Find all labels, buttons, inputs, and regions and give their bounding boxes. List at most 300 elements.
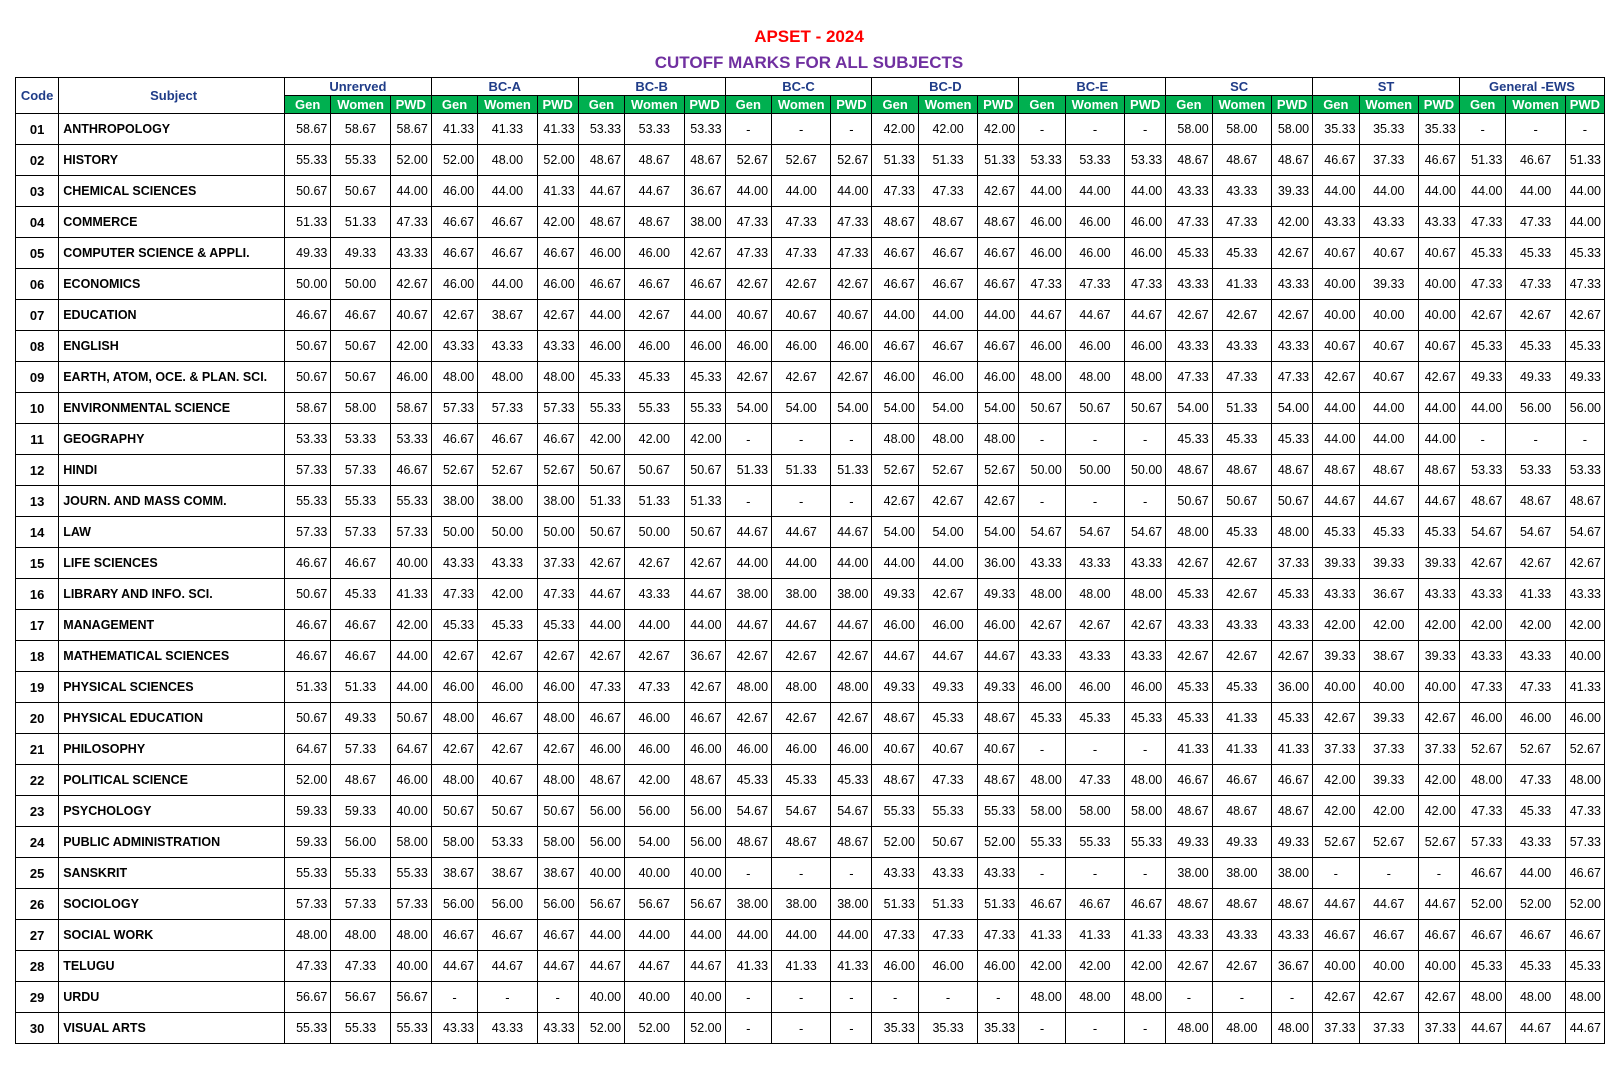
cutoff-cell: 37.33 [1359,734,1418,765]
cutoff-cell: 45.33 [1565,238,1604,269]
table-row [16,269,1605,300]
cutoff-cell: 42.67 [1418,703,1459,734]
code-header: Code [16,78,59,114]
cutoff-cell: 58.67 [390,114,431,145]
cutoff-cell: 43.33 [1166,176,1212,207]
cutoff-cell: 51.33 [331,672,390,703]
subject-name: LIBRARY AND INFO. SCI. [59,579,285,610]
cutoff-cell: 51.33 [978,145,1019,176]
cutoff-cell: 53.33 [684,114,725,145]
cutoff-cell: 49.33 [331,238,390,269]
cutoff-cell: 45.33 [578,362,624,393]
subject-code: 06 [16,269,59,300]
subcolumn-header: PWD [684,96,725,114]
cutoff-cell: 48.67 [625,207,684,238]
cutoff-cell: 46.00 [978,951,1019,982]
cutoff-cell: 42.67 [1313,703,1359,734]
cutoff-cell: 46.67 [537,424,578,455]
cutoff-cell: 54.67 [1065,517,1124,548]
cutoff-cell: 57.33 [431,393,477,424]
cutoff-cell: 42.67 [831,703,872,734]
cutoff-cell: 44.00 [1019,176,1065,207]
cutoff-cell: 42.67 [1065,610,1124,641]
cutoff-cell: 40.67 [478,765,537,796]
cutoff-cell: 42.00 [1359,796,1418,827]
cutoff-cell: 50.67 [537,796,578,827]
cutoff-cell: 50.67 [578,517,624,548]
cutoff-cell: 42.67 [431,641,477,672]
cutoff-cell: 55.33 [331,1013,390,1044]
cutoff-cell: 53.33 [1125,145,1166,176]
cutoff-cell: 46.00 [1019,238,1065,269]
subcolumn-header: PWD [1565,96,1604,114]
cutoff-cell: - [725,424,771,455]
cutoff-cell: 47.33 [1459,269,1505,300]
cutoff-cell: 57.33 [284,889,330,920]
subcolumn-header: Women [331,96,390,114]
cutoff-cell: 44.00 [725,176,771,207]
cutoff-cell: 44.67 [772,610,831,641]
cutoff-cell: 44.67 [684,579,725,610]
cutoff-cell: 45.33 [1459,951,1505,982]
cutoff-cell: 44.67 [978,641,1019,672]
subject-name: POLITICAL SCIENCE [59,765,285,796]
cutoff-cell: 48.67 [872,765,918,796]
cutoff-cell: 44.67 [625,176,684,207]
table-row [16,424,1605,455]
subject-code: 01 [16,114,59,145]
subcolumn-header: Women [1359,96,1418,114]
cutoff-cell: 50.67 [331,362,390,393]
cutoff-cell: - [772,424,831,455]
cutoff-cell: 46.67 [331,641,390,672]
cutoff-cell: 44.00 [625,920,684,951]
cutoff-cell: 48.67 [1418,455,1459,486]
cutoff-cell: 47.33 [1166,362,1212,393]
cutoff-cell: 42.67 [625,300,684,331]
cutoff-cell: 46.00 [431,672,477,703]
cutoff-cell: 47.33 [625,672,684,703]
cutoff-cell: 48.00 [1459,765,1505,796]
cutoff-cell: 44.00 [684,920,725,951]
cutoff-cell: 47.33 [831,238,872,269]
cutoff-cell: 42.00 [1125,951,1166,982]
subcolumn-header: Gen [725,96,771,114]
cutoff-cell: - [478,982,537,1013]
cutoff-cell: 35.33 [978,1013,1019,1044]
cutoff-cell: 42.67 [390,269,431,300]
cutoff-cell: 42.00 [390,331,431,362]
cutoff-cell: 48.67 [684,145,725,176]
cutoff-cell: 43.33 [1166,920,1212,951]
cutoff-cell: 46.67 [1418,920,1459,951]
cutoff-cell: 41.33 [1506,579,1565,610]
cutoff-cell: 56.67 [390,982,431,1013]
cutoff-cell: 46.00 [872,610,918,641]
cutoff-cell: 48.67 [725,827,771,858]
cutoff-cell: 40.00 [625,858,684,889]
cutoff-cell: 40.67 [1359,362,1418,393]
cutoff-cell: 49.33 [978,579,1019,610]
cutoff-cell: 52.67 [1565,734,1604,765]
cutoff-cell: 43.33 [1166,331,1212,362]
page-subtitle: CUTOFF MARKS FOR ALL SUBJECTS [654,53,964,72]
cutoff-cell: - [831,424,872,455]
cutoff-cell: 50.67 [1166,486,1212,517]
cutoff-cell: 48.67 [1272,889,1313,920]
subject-code: 21 [16,734,59,765]
cutoff-cell: 58.67 [390,393,431,424]
cutoff-cell: 58.67 [284,114,330,145]
cutoff-cell: 44.00 [1565,207,1604,238]
cutoff-cell: 40.00 [684,982,725,1013]
cutoff-cell: 44.67 [918,641,977,672]
cutoff-cell: 44.00 [772,548,831,579]
cutoff-cell: 48.67 [1565,486,1604,517]
subject-name: HISTORY [59,145,285,176]
table-row [16,951,1605,982]
cutoff-cell: 45.33 [772,765,831,796]
cutoff-cell: 54.00 [918,517,977,548]
cutoff-cell: 51.33 [872,889,918,920]
cutoff-cell: 43.33 [1418,579,1459,610]
cutoff-cell: 51.33 [872,145,918,176]
cutoff-cell: 42.00 [390,610,431,641]
cutoff-cell: 47.33 [978,920,1019,951]
cutoff-cell: 45.33 [1272,703,1313,734]
cutoff-cell: 53.33 [390,424,431,455]
cutoff-cell: 41.33 [431,114,477,145]
cutoff-cell: 48.00 [1212,1013,1271,1044]
cutoff-cell: 37.33 [1359,1013,1418,1044]
cutoff-cell: 46.67 [431,424,477,455]
cutoff-cell: 55.33 [872,796,918,827]
subject-code: 19 [16,672,59,703]
cutoff-cell: 48.67 [1166,145,1212,176]
cutoff-cell: 44.67 [1313,889,1359,920]
cutoff-cell: 44.67 [725,517,771,548]
cutoff-cell: 43.33 [1359,207,1418,238]
cutoff-cell: 55.33 [978,796,1019,827]
cutoff-cell: 42.67 [578,641,624,672]
cutoff-cell: 48.67 [772,827,831,858]
cutoff-cell: 52.67 [1359,827,1418,858]
subject-name: GEOGRAPHY [59,424,285,455]
cutoff-cell: 54.00 [978,517,1019,548]
cutoff-cell: 56.00 [431,889,477,920]
cutoff-cell: 51.33 [1565,145,1604,176]
subject-header: Subject [59,78,285,114]
cutoff-cell: 45.33 [537,610,578,641]
cutoff-cell: 59.33 [284,796,330,827]
cutoff-cell: 44.67 [1359,889,1418,920]
cutoff-cell: 58.67 [331,114,390,145]
cutoff-cell: 50.67 [1125,393,1166,424]
cutoff-cell: - [1506,424,1565,455]
cutoff-cell: 42.67 [772,362,831,393]
cutoff-cell: 48.67 [978,703,1019,734]
cutoff-cell: 45.33 [1506,951,1565,982]
cutoff-cell: 42.00 [1272,207,1313,238]
subcolumn-header: Gen [872,96,918,114]
cutoff-cell: 44.00 [1506,176,1565,207]
cutoff-cell: - [772,858,831,889]
cutoff-cell: 40.67 [831,300,872,331]
cutoff-cell: 46.67 [1065,889,1124,920]
cutoff-cell: 48.00 [1125,765,1166,796]
cutoff-cell: 46.67 [1506,145,1565,176]
cutoff-cell: 56.67 [578,889,624,920]
cutoff-cell: 56.00 [684,827,725,858]
cutoff-cell: 46.00 [625,238,684,269]
cutoff-cell: 40.67 [1359,331,1418,362]
cutoff-cell: 44.00 [684,300,725,331]
cutoff-cell: 48.00 [1065,579,1124,610]
cutoff-cell: 42.67 [1272,641,1313,672]
cutoff-cell: 43.33 [1565,579,1604,610]
subject-code: 04 [16,207,59,238]
cutoff-cell: 42.00 [1065,951,1124,982]
cutoff-cell: 58.00 [331,393,390,424]
table-row [16,207,1605,238]
cutoff-cell: 57.33 [390,889,431,920]
table-row [16,331,1605,362]
cutoff-cell: 46.00 [625,734,684,765]
cutoff-cell: 44.67 [684,951,725,982]
cutoff-cell: 48.67 [625,145,684,176]
cutoff-cell: 56.00 [684,796,725,827]
cutoff-cell: 46.67 [1272,765,1313,796]
cutoff-cell: 43.33 [431,1013,477,1044]
cutoff-cell: - [1019,858,1065,889]
cutoff-cell: 46.67 [1459,920,1505,951]
cutoff-cell: 42.67 [1418,362,1459,393]
cutoff-cell: 38.00 [1212,858,1271,889]
cutoff-cell: - [725,486,771,517]
cutoff-cell: 48.67 [978,207,1019,238]
cutoff-cell: 41.33 [390,579,431,610]
cutoff-cell: 47.33 [1459,207,1505,238]
cutoff-cell: 55.33 [1019,827,1065,858]
cutoff-cell: 48.67 [1212,455,1271,486]
cutoff-cell: 46.00 [390,362,431,393]
cutoff-cell: 64.67 [390,734,431,765]
cutoff-cell: 45.33 [1565,951,1604,982]
cutoff-cell: 43.33 [1272,269,1313,300]
cutoff-cell: 46.00 [918,610,977,641]
cutoff-cell: - [537,982,578,1013]
cutoff-cell: 46.67 [390,455,431,486]
cutoff-cell: 41.33 [1125,920,1166,951]
cutoff-cell: 50.67 [1019,393,1065,424]
cutoff-cell: 54.00 [831,393,872,424]
cutoff-cell: 51.33 [725,455,771,486]
group-header: BC-E [1019,78,1166,96]
cutoff-cell: 57.33 [331,734,390,765]
cutoff-cell: 42.00 [1313,610,1359,641]
table-row [16,982,1605,1013]
cutoff-cell: 57.33 [537,393,578,424]
cutoff-cell: - [431,982,477,1013]
subject-name: COMMERCE [59,207,285,238]
cutoff-cell: 54.00 [625,827,684,858]
table-row [16,300,1605,331]
cutoff-cell: 46.67 [431,920,477,951]
cutoff-cell: 42.67 [1166,951,1212,982]
cutoff-cell: 53.33 [284,424,330,455]
cutoff-cell: 46.67 [872,331,918,362]
cutoff-cell: 51.33 [578,486,624,517]
cutoff-cell: 44.00 [725,548,771,579]
cutoff-cell: 56.00 [1506,393,1565,424]
cutoff-cell: - [831,858,872,889]
cutoff-cell: 50.00 [1125,455,1166,486]
cutoff-cell: - [1019,486,1065,517]
cutoff-cell: 39.33 [1359,703,1418,734]
cutoff-cell: 44.00 [725,920,771,951]
cutoff-cell: 42.67 [918,486,977,517]
cutoff-cell: - [1506,114,1565,145]
cutoff-cell: 42.67 [625,548,684,579]
cutoff-cell: 48.67 [1272,145,1313,176]
cutoff-cell: - [1272,982,1313,1013]
cutoff-cell: 46.00 [684,734,725,765]
cutoff-cell: 46.67 [1019,889,1065,920]
table-row [16,610,1605,641]
cutoff-cell: 42.67 [1212,579,1271,610]
cutoff-cell: 43.33 [431,331,477,362]
cutoff-cell: 47.33 [284,951,330,982]
cutoff-cell: - [725,114,771,145]
cutoff-cell: 42.67 [872,486,918,517]
cutoff-cell: 37.33 [1313,734,1359,765]
cutoff-cell: 55.33 [390,858,431,889]
cutoff-cell: 54.67 [831,796,872,827]
cutoff-cell: 46.00 [978,610,1019,641]
cutoff-cell: 44.67 [1125,300,1166,331]
cutoff-cell: 48.00 [1125,362,1166,393]
cutoff-cell: 45.33 [1166,672,1212,703]
cutoff-cell: - [1565,424,1604,455]
cutoff-cell: - [1125,1013,1166,1044]
cutoff-cell: - [1313,858,1359,889]
cutoff-cell: 48.67 [1506,486,1565,517]
cutoff-cell: 44.00 [831,920,872,951]
cutoff-cell: - [1019,424,1065,455]
cutoff-cell: 54.67 [1506,517,1565,548]
subject-name: ENVIRONMENTAL SCIENCE [59,393,285,424]
cutoff-cell: 42.67 [772,641,831,672]
cutoff-cell: 50.67 [331,331,390,362]
cutoff-cell: 46.00 [625,703,684,734]
cutoff-cell: 36.67 [684,176,725,207]
cutoff-cell: 49.33 [1166,827,1212,858]
cutoff-cell: 44.67 [1459,1013,1505,1044]
cutoff-cell: 52.67 [537,455,578,486]
cutoff-cell: 47.33 [725,207,771,238]
cutoff-cell: 50.00 [625,517,684,548]
subject-name: PUBLIC ADMINISTRATION [59,827,285,858]
subject-code: 05 [16,238,59,269]
cutoff-cell: 44.00 [390,672,431,703]
subject-name: SOCIOLOGY [59,889,285,920]
cutoff-cell: 55.33 [284,1013,330,1044]
cutoff-cell: 43.33 [1166,269,1212,300]
cutoff-cell: 45.33 [725,765,771,796]
cutoff-cell: 50.67 [478,796,537,827]
cutoff-cell: 42.67 [831,641,872,672]
cutoff-cell: 52.67 [431,455,477,486]
subject-code: 17 [16,610,59,641]
cutoff-cell: 57.33 [331,889,390,920]
table-body [16,114,1605,1044]
cutoff-cell: - [918,982,977,1013]
subcolumn-header: Women [918,96,977,114]
cutoff-cell: 46.00 [431,269,477,300]
cutoff-cell: 47.33 [1459,672,1505,703]
cutoff-cell: 45.33 [1272,579,1313,610]
cutoff-cell: 50.00 [284,269,330,300]
cutoff-cell: 47.33 [1166,207,1212,238]
subject-code: 23 [16,796,59,827]
cutoff-cell: 38.67 [1359,641,1418,672]
cutoff-cell: 53.33 [478,827,537,858]
cutoff-cell: 42.67 [1506,300,1565,331]
cutoff-cell: 35.33 [1359,114,1418,145]
cutoff-cell: 42.00 [1459,610,1505,641]
cutoff-cell: 50.00 [331,269,390,300]
cutoff-cell: 54.00 [1272,393,1313,424]
cutoff-cell: 46.67 [978,269,1019,300]
cutoff-cell: 42.67 [1313,982,1359,1013]
cutoff-cell: 40.67 [1359,238,1418,269]
cutoff-cell: 54.00 [872,393,918,424]
cutoff-cell: 46.67 [1313,145,1359,176]
cutoff-cell: 44.00 [831,548,872,579]
cutoff-cell: 44.00 [872,300,918,331]
cutoff-cell: 52.67 [1506,734,1565,765]
cutoff-cell: 47.33 [872,920,918,951]
cutoff-cell: 50.67 [1272,486,1313,517]
cutoff-cell: 44.00 [831,176,872,207]
cutoff-cell: 46.00 [1506,703,1565,734]
cutoff-cell: 48.00 [537,703,578,734]
cutoff-cell: 43.33 [1212,176,1271,207]
cutoff-cell: 42.67 [1019,610,1065,641]
cutoff-cell: 42.67 [725,362,771,393]
cutoff-cell: 39.33 [1418,548,1459,579]
cutoff-cell: 41.33 [1212,734,1271,765]
cutoff-cell: 48.67 [578,765,624,796]
cutoff-cell: 48.00 [1065,362,1124,393]
cutoff-cell: 39.33 [1272,176,1313,207]
subject-name: SOCIAL WORK [59,920,285,951]
table-row [16,1013,1605,1044]
cutoff-cell: 46.00 [772,331,831,362]
cutoff-cell: 48.67 [1212,145,1271,176]
cutoff-cell: 46.00 [1019,207,1065,238]
cutoff-cell: 43.33 [1212,920,1271,951]
cutoff-cell: 50.67 [284,176,330,207]
cutoff-cell: 48.67 [1166,889,1212,920]
cutoff-cell: 48.00 [872,424,918,455]
cutoff-cell: 48.00 [831,672,872,703]
cutoff-cell: 53.33 [625,114,684,145]
cutoff-cell: 57.33 [390,517,431,548]
cutoff-cell: 45.33 [1166,424,1212,455]
cutoff-cell: 49.33 [1565,362,1604,393]
cutoff-cell: 52.67 [772,145,831,176]
